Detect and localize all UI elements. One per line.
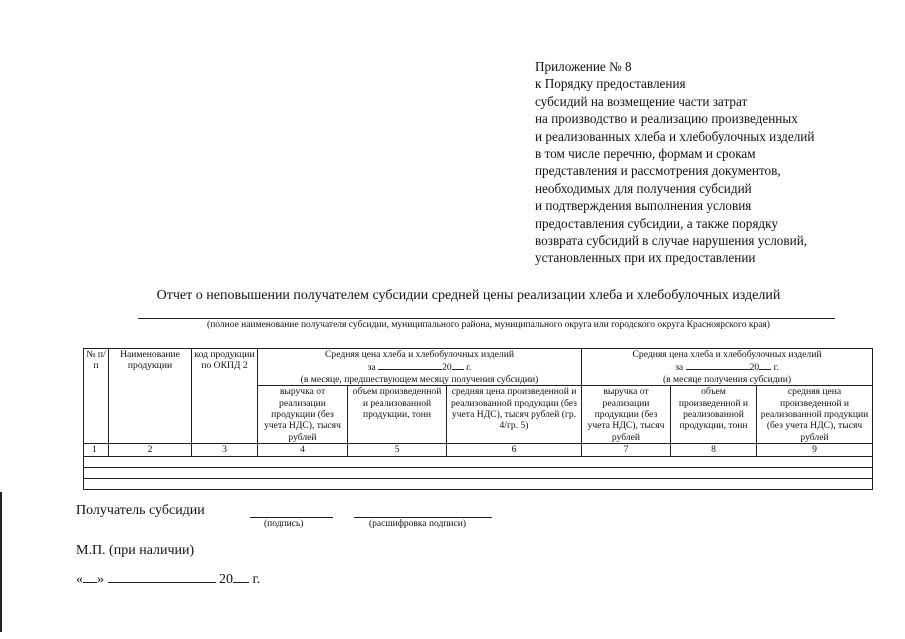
column-number: 5	[348, 444, 447, 456]
date-line: « » 20 г.	[76, 572, 261, 587]
group-period: (в месяце получения субсидии)	[662, 373, 792, 385]
column-number: 4	[258, 444, 348, 456]
sub-header-revenue-prev: выручка от реализации продукции (без учета НДС), тысяч рублей	[258, 386, 348, 444]
empty-cell	[84, 456, 873, 467]
column-number: 2	[109, 444, 192, 456]
column-number: 1	[84, 444, 109, 456]
recipient-name-line	[138, 318, 835, 319]
stamp-label: М.П. (при наличии)	[76, 543, 195, 558]
annex-line: и реализованных хлеба и хлебобулочных изделий	[535, 128, 815, 144]
group-title: Средняя цена хлеба и хлебобулочных изделий	[325, 349, 514, 360]
recipient-hint: (полное наименование получателя субсидии, муниципального района, муниципального округа или городского округа Красноярского края)	[207, 320, 770, 330]
annex-line: возврата субсидий в случае нарушения условий,	[535, 233, 808, 249]
signature-line	[250, 517, 333, 518]
table-row	[84, 467, 873, 478]
signature-caption: (подпись)	[264, 519, 304, 529]
recipient-signature-label: Получатель субсидии	[76, 503, 205, 518]
group-header-current-month	[582, 349, 873, 386]
column-number: 9	[757, 444, 873, 456]
sub-header-volume-cur: объем произведенной и реализованной продукции, тонн	[671, 386, 757, 444]
sub-header-revenue-cur: выручка от реализации продукции (без учета НДС), тысяч рублей	[582, 386, 671, 444]
annex-line: и подтверждения выполнения условия	[535, 198, 752, 214]
group-header-previous-month	[258, 349, 582, 386]
annex-line: Приложение № 8	[535, 59, 632, 74]
annex-line: в том числе перечню, формам и срокам	[535, 146, 756, 162]
decode-caption: (расшифровка подписи)	[369, 519, 466, 529]
report-title: Отчет о неповышении получателем субсидии средней цены реализации хлеба и хлебобулочных изделий	[156, 288, 781, 303]
col-header-number: № п/п	[84, 349, 109, 444]
group-period-line: за 20 г.	[675, 362, 779, 374]
column-number-row	[84, 444, 873, 456]
annex-line: установленных при их предоставлении	[535, 250, 756, 266]
recipient-hint-row	[0, 320, 905, 330]
report-title-row	[0, 288, 905, 304]
table-row	[84, 456, 873, 467]
empty-cell	[84, 478, 873, 489]
annex-line: представления и рассмотрения документов,	[535, 163, 781, 179]
group-period: (в месяце, предшествующем месяцу получения субсидии)	[300, 373, 539, 385]
annex-line: предоставления субсидии, а также порядку	[535, 215, 778, 231]
group-period-line: за 20 г.	[367, 362, 472, 374]
empty-cell	[84, 467, 873, 478]
sub-header-avg-price-cur: средняя цена произведенной и реализованной продукции (без учета НДС), тысяч рублей	[757, 386, 873, 444]
group-title: Средняя цена хлеба и хлебобулочных изделий	[632, 349, 822, 360]
col-header-product-name: Наименование продукции	[109, 349, 192, 444]
annex-line: субсидий на возмещение части затрат	[535, 93, 748, 109]
sub-header-avg-price-prev: средняя цена произведенной и реализованной продукции (без учета НДС), тысяч рублей (гр. 4/гр. 5)	[447, 386, 582, 444]
column-number: 6	[447, 444, 582, 456]
annex-line: к Порядку предоставления	[535, 76, 686, 92]
page-edge-line	[0, 492, 2, 632]
column-number: 7	[582, 444, 671, 456]
annex-line: на производство и реализацию произведенных	[535, 111, 798, 127]
report-table	[83, 348, 873, 490]
signature-decode-line	[354, 517, 492, 518]
column-number: 8	[671, 444, 757, 456]
annex-line: необходимых для получения субсидий	[535, 180, 752, 196]
sub-header-volume-prev: объем произведенной и реализованной продукции, тонн	[348, 386, 447, 444]
col-header-okpd-code: код продукции по ОКПД 2	[192, 349, 258, 444]
column-number: 3	[192, 444, 258, 456]
table-row	[84, 478, 873, 489]
annex-header	[535, 58, 895, 267]
